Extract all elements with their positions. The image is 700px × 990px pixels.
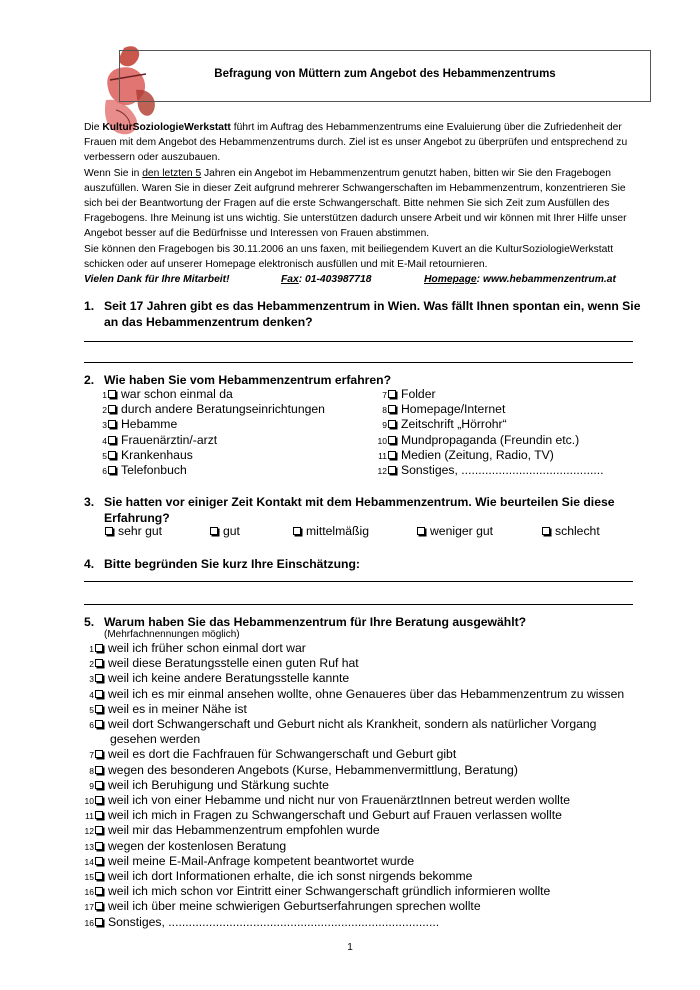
rating-option[interactable] (209, 524, 240, 539)
checkbox-icon[interactable] (95, 644, 103, 652)
option-number: 11 (85, 811, 94, 822)
option-label: war schon einmal da (121, 387, 233, 401)
checkbox-icon[interactable] (417, 527, 425, 535)
option-number: 4 (89, 689, 94, 700)
checkbox-icon[interactable] (293, 527, 301, 535)
option-label: weil ich es mir einmal ansehen wollte, ohne Genaueres über das Hebammenzentrum zu wissen (108, 686, 625, 701)
option-number: 11 (378, 450, 387, 461)
checkbox-option[interactable] (372, 417, 507, 433)
checkbox-icon[interactable] (95, 826, 103, 834)
option-label: durch andere Beratungseinrichtungen (121, 402, 325, 417)
checkbox-icon[interactable] (388, 390, 396, 398)
checkbox-option[interactable] (80, 702, 247, 718)
option-number: 5 (102, 450, 107, 461)
checkbox-icon[interactable] (95, 705, 103, 713)
checkbox-option[interactable] (96, 417, 177, 433)
option-label: weil diese Beratungsstelle einen guten Ruf hat (108, 656, 359, 671)
checkbox-icon[interactable] (95, 902, 103, 910)
checkbox-icon[interactable] (95, 887, 103, 895)
option-number: 6 (89, 720, 94, 730)
checkbox-option[interactable] (80, 915, 439, 931)
rating-option[interactable] (416, 524, 493, 539)
checkbox-icon[interactable] (95, 857, 103, 865)
checkbox-icon[interactable] (95, 811, 103, 819)
rating-label: weniger gut (430, 524, 494, 538)
option-label: weil dort Schwangerschaft und Geburt nicht als Krankheit, sondern als natürlicher Vorgang (108, 717, 597, 731)
checkbox-option[interactable] (372, 463, 604, 479)
intro-paragraph-3: Sie können den Fragebogen bis 30.11.2006 an uns faxen, mit beiliegendem Kuvert an die KulturSoziologieWerkstatt schicken oder auf unserer Homepage elektronisch ausfüllen und mit E-Mail retournieren. (84, 243, 614, 270)
option-label: weil ich über meine schwierigen Geburtserfahrungen sprechen wollte (108, 899, 481, 914)
option-label: Folder (401, 387, 436, 401)
checkbox-option[interactable] (80, 884, 550, 900)
option-number: 8 (89, 765, 94, 776)
q5-note: (Mehrfachnennungen möglich) (104, 629, 240, 640)
checkbox-option[interactable] (372, 387, 436, 403)
checkbox-icon[interactable] (95, 690, 103, 698)
option-number: 3 (102, 420, 107, 431)
option-number: 1 (89, 644, 94, 654)
checkbox-option[interactable] (372, 433, 579, 449)
option-number: 1 (102, 390, 107, 400)
option-number: 3 (89, 674, 94, 685)
intro-paragraph-1: Die KulturSoziologieWerkstatt führt im Auftrag des Hebammenzentrums eine Evaluierung über die Zufriedenheit der Frauen mit dem Angebot des Hebammenzentrums durch. Ziel ist es unser Angebot zu überprüfen und entsprechend zu verbessern oder auszubauen. (84, 122, 628, 164)
option-number: 2 (102, 405, 107, 416)
checkbox-icon[interactable] (95, 659, 103, 667)
option-label: Sonstiges, ................................................................................ (108, 914, 440, 929)
option-number: 4 (102, 435, 107, 446)
answer-line-1a[interactable] (84, 341, 633, 342)
checkbox-icon[interactable] (95, 872, 103, 880)
checkbox-option[interactable] (80, 717, 596, 733)
option-number: 15 (84, 872, 94, 882)
rating-option[interactable] (292, 524, 369, 539)
option-number: 17 (84, 902, 94, 913)
checkbox-option[interactable] (96, 402, 325, 418)
checkbox-option[interactable] (80, 899, 481, 915)
checkbox-icon[interactable] (108, 451, 116, 459)
homepage-info[interactable]: Homepage: www.hebammenzentrum.at (424, 274, 616, 286)
option-number: 9 (89, 780, 94, 791)
option-label: Mundpropaganda (Freundin etc.) (401, 432, 580, 447)
checkbox-icon[interactable] (95, 674, 103, 682)
checkbox-option[interactable] (80, 839, 286, 855)
checkbox-option[interactable] (96, 387, 233, 403)
checkbox-icon[interactable] (108, 436, 116, 444)
rating-label: sehr gut (118, 524, 163, 538)
option-label: wegen des besonderen Angebots (Kurse, Hebammenvermittlung, Beratung) (108, 762, 518, 777)
thanks-text: Vielen Dank für Ihre Mitarbeit! (84, 274, 230, 286)
option-label: wegen der kostenlosen Beratung (108, 838, 287, 853)
checkbox-icon[interactable] (108, 390, 116, 398)
checkbox-option[interactable] (80, 823, 380, 839)
fax-info: Fax: 01-403987718 (281, 274, 372, 286)
checkbox-icon[interactable] (388, 451, 396, 459)
checkbox-icon[interactable] (95, 918, 103, 926)
option-number: 7 (89, 750, 94, 761)
option-label: weil ich keine andere Beratungsstelle kannte (108, 671, 350, 686)
checkbox-icon[interactable] (95, 842, 103, 850)
rating-label: mittelmäßig (306, 524, 369, 538)
checkbox-option[interactable] (96, 463, 187, 479)
checkbox-option[interactable] (372, 402, 505, 418)
page-number: 1 (347, 942, 353, 953)
option-number: 2 (89, 659, 94, 670)
option-label: weil ich mich in Fragen zu Schwangerschaft und Geburt auf Frauen verlassen wollte (108, 808, 562, 823)
option-number: 13 (84, 841, 94, 852)
option-label: weil ich dort Informationen erhalte, die ich sonst nirgends bekomme (108, 869, 473, 883)
checkbox-option[interactable] (96, 448, 193, 464)
option-number: 12 (84, 826, 94, 837)
checkbox-icon[interactable] (542, 527, 550, 535)
checkbox-icon[interactable] (95, 750, 103, 758)
checkbox-option[interactable] (80, 687, 624, 703)
checkbox-option[interactable] (80, 747, 456, 763)
checkbox-icon[interactable] (105, 527, 113, 535)
rating-option[interactable] (541, 524, 600, 539)
page-title: Befragung von Müttern zum Angebot des Hebammenzentrums (214, 68, 556, 80)
rating-label: schlecht (555, 524, 600, 538)
option-label: weil mir das Hebammenzentrum empfohlen wurde (108, 823, 380, 838)
option-number: 10 (84, 796, 94, 806)
option-label: weil ich von einer Hebamme und nicht nur von FrauenärztInnen betreut werden wollte (108, 793, 571, 807)
option-number: 12 (377, 466, 387, 476)
checkbox-icon[interactable] (388, 420, 396, 428)
checkbox-icon[interactable] (388, 466, 396, 474)
checkbox-option[interactable] (80, 778, 329, 794)
option-label: weil es dort die Fachfrauen für Schwangerschaft und Geburt gibt (108, 747, 457, 762)
option-label: Zeitschrift „Hörrohr“ (401, 417, 507, 432)
checkbox-icon[interactable] (210, 527, 218, 535)
option-number: 16 (84, 887, 94, 898)
option-number: 9 (382, 420, 387, 431)
checkbox-option[interactable] (80, 671, 349, 687)
question-1: 1. Seit 17 Jahren gibt es das Hebammenzentrum in Wien. Was fällt Ihnen spontan ein, wenn Sie an das Hebammenzentrum denken? (84, 299, 641, 329)
option-number: 6 (102, 466, 107, 476)
option-label: weil ich früher schon einmal dort war (108, 641, 306, 655)
option-label: Krankenhaus (121, 447, 193, 462)
option-label: Hebamme (121, 417, 178, 432)
checkbox-icon[interactable] (108, 405, 116, 413)
option-number: 7 (382, 390, 387, 400)
thanks-line (84, 272, 644, 287)
checkbox-option[interactable] (80, 641, 306, 657)
question-5: 5. Warum haben Sie das Hebammenzentrum für Ihre Beratung ausgewählt? (84, 615, 527, 629)
checkbox-option[interactable] (96, 433, 217, 449)
checkbox-icon[interactable] (95, 796, 103, 804)
option-label: Frauenärztin/-arzt (121, 432, 218, 447)
checkbox-icon[interactable] (388, 405, 396, 413)
answer-line-4b[interactable] (84, 604, 633, 605)
intro-text (84, 120, 644, 287)
option-label: Homepage/Internet (401, 402, 506, 417)
option-number: 10 (377, 435, 387, 446)
checkbox-option[interactable] (80, 656, 359, 672)
checkbox-option[interactable] (372, 448, 554, 464)
checkbox-option[interactable] (80, 793, 570, 809)
option-label: Telefonbuch (121, 463, 187, 477)
option-label: weil meine E-Mail-Anfrage kompetent beantwortet wurde (108, 853, 415, 868)
checkbox-icon[interactable] (108, 420, 116, 428)
checkbox-icon[interactable] (95, 781, 103, 789)
option-label-continued: gesehen werden (110, 732, 201, 747)
org-name: KulturSoziologieWerkstatt (102, 122, 231, 133)
answer-line-4a[interactable] (84, 581, 633, 582)
option-label: Sonstiges, .......................................... (401, 463, 604, 477)
checkbox-icon[interactable] (95, 766, 103, 774)
question-3: 3. Sie hatten vor einiger Zeit Kontakt mit dem Hebammenzentrum. Wie beurteilen Sie diese Erfahrung? (84, 495, 615, 525)
checkbox-option[interactable] (80, 869, 472, 885)
option-number: 14 (84, 856, 94, 867)
checkbox-icon[interactable] (388, 436, 396, 444)
option-number: 5 (89, 704, 94, 715)
rating-option[interactable] (104, 524, 162, 539)
option-label: weil ich Beruhigung und Stärkung suchte (108, 777, 329, 792)
rating-label: gut (223, 524, 240, 538)
option-number: 16 (84, 917, 94, 928)
checkbox-icon[interactable] (108, 466, 116, 474)
option-label: weil ich mich schon vor Eintritt einer Schwangerschaft gründlich informieren wollte (108, 884, 551, 899)
answer-line-1b[interactable] (84, 362, 633, 363)
checkbox-icon[interactable] (95, 720, 103, 728)
question-2: 2. Wie haben Sie vom Hebammenzentrum erfahren? (84, 373, 392, 387)
checkbox-option[interactable] (80, 808, 562, 824)
question-4: 4. Bitte begründen Sie kurz Ihre Einschätzung: (84, 557, 360, 571)
checkbox-option[interactable] (80, 763, 518, 779)
option-label: Medien (Zeitung, Radio, TV) (401, 447, 554, 462)
option-label: weil es in meiner Nähe ist (108, 701, 247, 716)
intro-paragraph-2: Wenn Sie in den letzten 5 Jahren ein Angebot im Hebammenzentrum genutzt haben, bitten wir Sie den Fragebogen auszufüllen. Waren Sie in dieser Zeit aufgrund mehrerer Schwangerschaften im Hebammenzentrum, konzentrieren Sie sich bei der Beantwortung der Fragen auf die erste Schwangerschaft. Bitte nehmen Sie sich Zeit zum Ausfüllen des Fragebogens. Ihre Meinung ist uns wichtig. Sie unterstützen dadurch unsere Arbeit und wir können mit Ihrer Hilfe unser Angebot besser auf die Bedürfnisse und Interessen von Frauen abstimmen. (84, 167, 627, 240)
option-number: 8 (382, 405, 387, 416)
checkbox-option[interactable] (80, 854, 414, 870)
